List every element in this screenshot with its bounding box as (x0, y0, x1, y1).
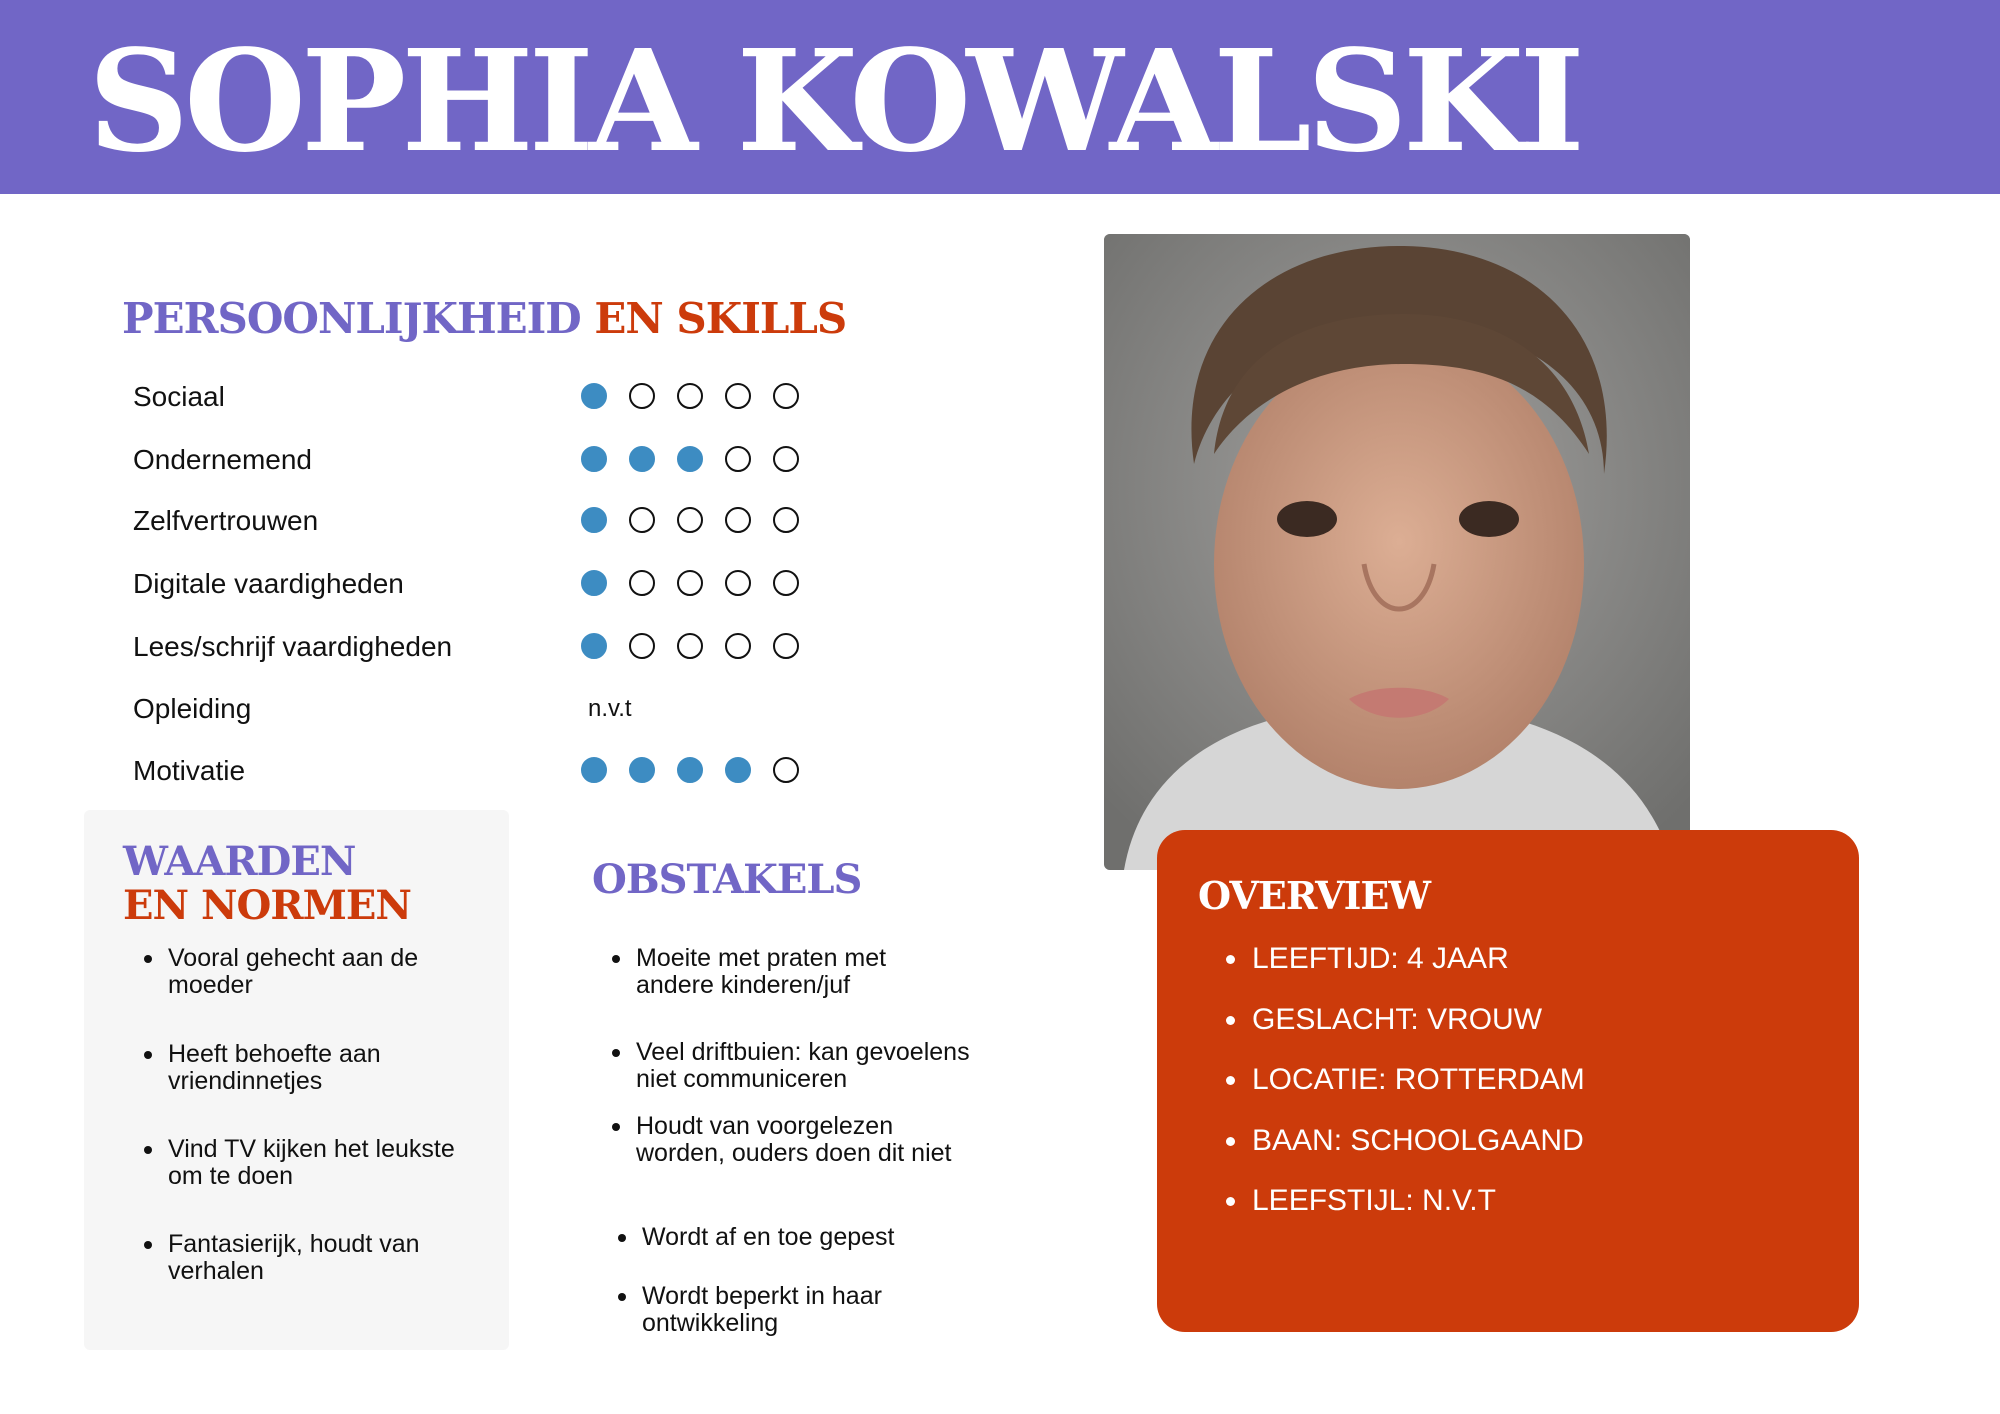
list-item: BAAN: SCHOOLGAAND (1252, 1124, 1584, 1157)
skill-label: Ondernemend (133, 444, 313, 475)
skill-label: Zelfvertrouwen (133, 505, 319, 536)
rating-dot-empty (677, 570, 703, 596)
skill-row-lees-schrijf-vaardigheden (133, 627, 833, 667)
skill-value-text: n.v.t (588, 695, 632, 722)
skill-row-digitale-vaardigheden (133, 564, 833, 604)
overview-title: OVERVIEW (1198, 873, 1431, 918)
rating-dot-empty (629, 570, 655, 596)
list-item: GESLACHT: VROUW (1252, 1003, 1543, 1036)
rating-dot-empty (629, 383, 655, 409)
rating-dot-filled (725, 757, 751, 783)
rating-dot-empty (773, 383, 799, 409)
rating-dot-filled (629, 757, 655, 783)
skill-label: Opleiding (133, 693, 252, 724)
skill-label: Sociaal (133, 381, 225, 412)
persona-name: SOPHIA KOWALSKI (88, 20, 1580, 184)
portrait-illustration (1104, 234, 1690, 870)
skills-title-part2: EN SKILLS (594, 294, 847, 343)
skill-label: Motivatie (133, 755, 246, 786)
rating-dot-empty (629, 633, 655, 659)
rating-dot-empty (725, 507, 751, 533)
skill-row-opleiding (133, 689, 833, 729)
rating-dot-empty (773, 633, 799, 659)
list-item: Vind TV kijken het leukste om te doen (168, 1136, 468, 1190)
rating-dot-empty (725, 446, 751, 472)
rating-dot-empty (725, 633, 751, 659)
skill-label: Lees/schrijf vaardigheden (133, 631, 453, 662)
list-item: Fantasierijk, houdt van verhalen (168, 1231, 468, 1285)
rating-dot-empty (677, 507, 703, 533)
left-eye-shape (1277, 501, 1337, 537)
list-item: Moeite met praten met andere kinderen/juf (636, 945, 936, 999)
list-item: LEEFSTIJL: N.V.T (1252, 1184, 1496, 1217)
values-title (123, 840, 411, 928)
values-title-line1: WAARDEN (123, 838, 356, 885)
list-item: Vooral gehecht aan de moeder (168, 945, 468, 999)
rating-dot-filled (581, 757, 607, 783)
rating-dot-empty (725, 570, 751, 596)
values-title-line2: EN NORMEN (123, 882, 411, 929)
rating-dot-filled (581, 633, 607, 659)
list-item: Wordt af en toe gepest (642, 1224, 962, 1251)
rating-dot-empty (677, 383, 703, 409)
rating-dot-filled (677, 757, 703, 783)
rating-dot-empty (677, 633, 703, 659)
skill-row-zelfvertrouwen (133, 501, 833, 541)
rating-dot-filled (581, 383, 607, 409)
skill-label: Digitale vaardigheden (133, 568, 404, 599)
rating-dot-empty (773, 570, 799, 596)
right-eye-shape (1459, 501, 1519, 537)
obstacles-title: OBSTAKELS (592, 856, 862, 903)
rating-dot-filled (629, 446, 655, 472)
rating-dot-filled (581, 446, 607, 472)
rating-dot-filled (581, 570, 607, 596)
list-item: Houdt van voorgelezen worden, ouders doen dit niet (636, 1113, 966, 1167)
skills-title (122, 294, 846, 343)
rating-dot-empty (725, 383, 751, 409)
rating-dot-empty (629, 507, 655, 533)
list-item: Heeft behoefte aan vriendinnetjes (168, 1041, 468, 1095)
skill-row-sociaal (133, 377, 833, 417)
list-item: Veel driftbuien: kan gevoelens niet communiceren (636, 1039, 1016, 1093)
rating-dot-empty (773, 507, 799, 533)
skill-row-ondernemend (133, 440, 833, 480)
rating-dot-filled (581, 507, 607, 533)
rating-dot-filled (677, 446, 703, 472)
list-item: LOCATIE: ROTTERDAM (1252, 1063, 1585, 1096)
skills-title-part1: PERSOONLIJKHEID (122, 294, 581, 343)
face-shape (1214, 339, 1584, 789)
rating-dot-empty (773, 446, 799, 472)
list-item: Wordt beperkt in haar ontwikkeling (642, 1283, 942, 1337)
skill-row-motivatie (133, 751, 833, 791)
rating-dot-empty (773, 757, 799, 783)
persona-photo (1104, 234, 1690, 870)
list-item: LEEFTIJD: 4 JAAR (1252, 942, 1509, 975)
